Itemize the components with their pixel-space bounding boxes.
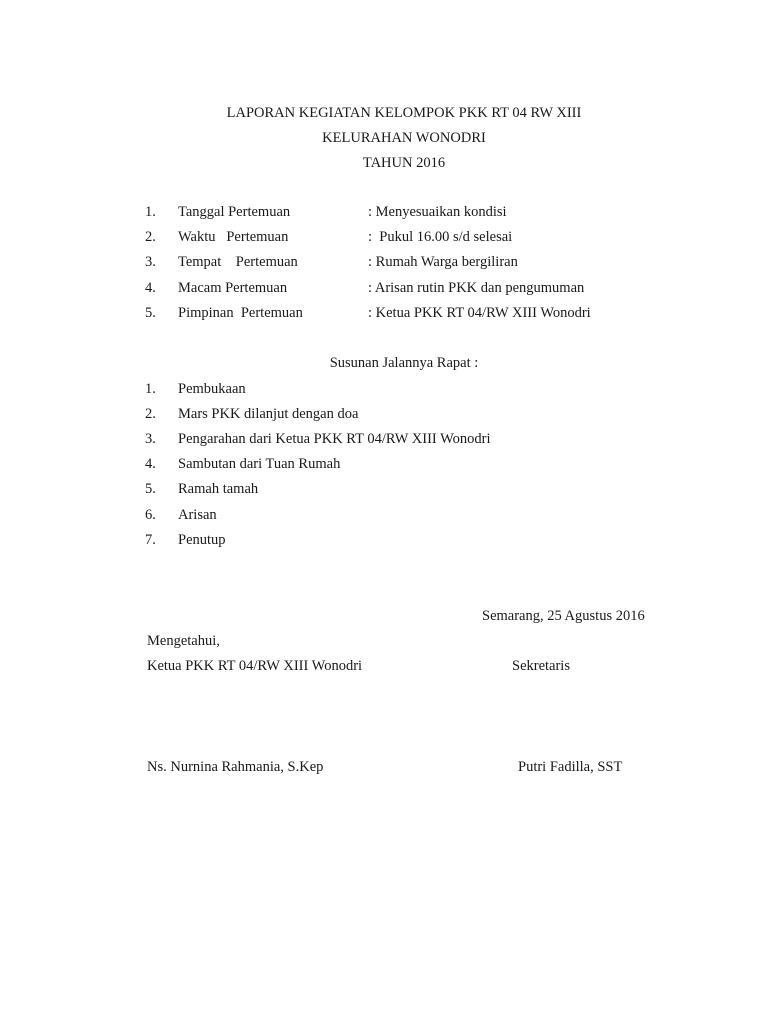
- agenda-item-number: 2.: [145, 406, 156, 422]
- title-line-1: LAPORAN KEGIATAN KELOMPOK PKK RT 04 RW XIII: [226, 105, 582, 121]
- place-date: Semarang, 25 Agustus 2016: [482, 608, 645, 624]
- agenda-item-number: 3.: [145, 431, 156, 447]
- detail-label: Tempat Pertemuan: [178, 254, 298, 270]
- detail-number: 5.: [145, 305, 156, 321]
- agenda-item: Arisan: [178, 507, 217, 523]
- detail-label: Tanggal Pertemuan: [178, 204, 291, 220]
- left-signatory-name: Ns. Nurnina Rahmania, S.Kep: [147, 759, 324, 775]
- detail-number: 2.: [145, 229, 156, 245]
- title-line-2: KELURAHAN WONODRI: [322, 130, 486, 146]
- agenda-item-number: 5.: [145, 481, 156, 497]
- agenda-item: Pengarahan dari Ketua PKK RT 04/RW XIII Wonodri: [178, 431, 491, 447]
- left-signatory-role: Ketua PKK RT 04/RW XIII Wonodri: [147, 658, 363, 674]
- detail-value: : Menyesuaikan kondisi: [368, 204, 507, 220]
- detail-value: : Rumah Warga bergiliran: [368, 254, 518, 270]
- acknowledged-label: Mengetahui,: [147, 633, 220, 649]
- detail-value: : Ketua PKK RT 04/RW XIII Wonodri: [368, 305, 591, 321]
- agenda-item: Ramah tamah: [178, 481, 259, 497]
- agenda-item-number: 4.: [145, 456, 156, 472]
- title-line-3: TAHUN 2016: [362, 155, 446, 171]
- agenda-item-number: 6.: [145, 507, 156, 523]
- right-signatory-role: Sekretaris: [512, 658, 570, 674]
- agenda-item: Mars PKK dilanjut dengan doa: [178, 406, 359, 422]
- detail-label: Pimpinan Pertemuan: [178, 305, 303, 321]
- detail-value: : Arisan rutin PKK dan pengumuman: [368, 280, 585, 296]
- detail-value: : Pukul 16.00 s/d selesai: [368, 229, 513, 245]
- detail-number: 4.: [145, 280, 156, 296]
- right-signatory-name: Putri Fadilla, SST: [518, 759, 623, 775]
- agenda-item-number: 7.: [145, 532, 156, 548]
- detail-number: 3.: [145, 254, 156, 270]
- detail-label: Macam Pertemuan: [178, 280, 288, 296]
- agenda-item: Sambutan dari Tuan Rumah: [178, 456, 341, 472]
- detail-label: Waktu Pertemuan: [178, 229, 289, 245]
- agenda-item: Pembukaan: [178, 381, 246, 397]
- agenda-heading: Susunan Jalannya Rapat :: [329, 355, 479, 371]
- detail-number: 1.: [145, 204, 156, 220]
- agenda-item-number: 1.: [145, 381, 156, 397]
- agenda-item: Penutup: [178, 532, 226, 548]
